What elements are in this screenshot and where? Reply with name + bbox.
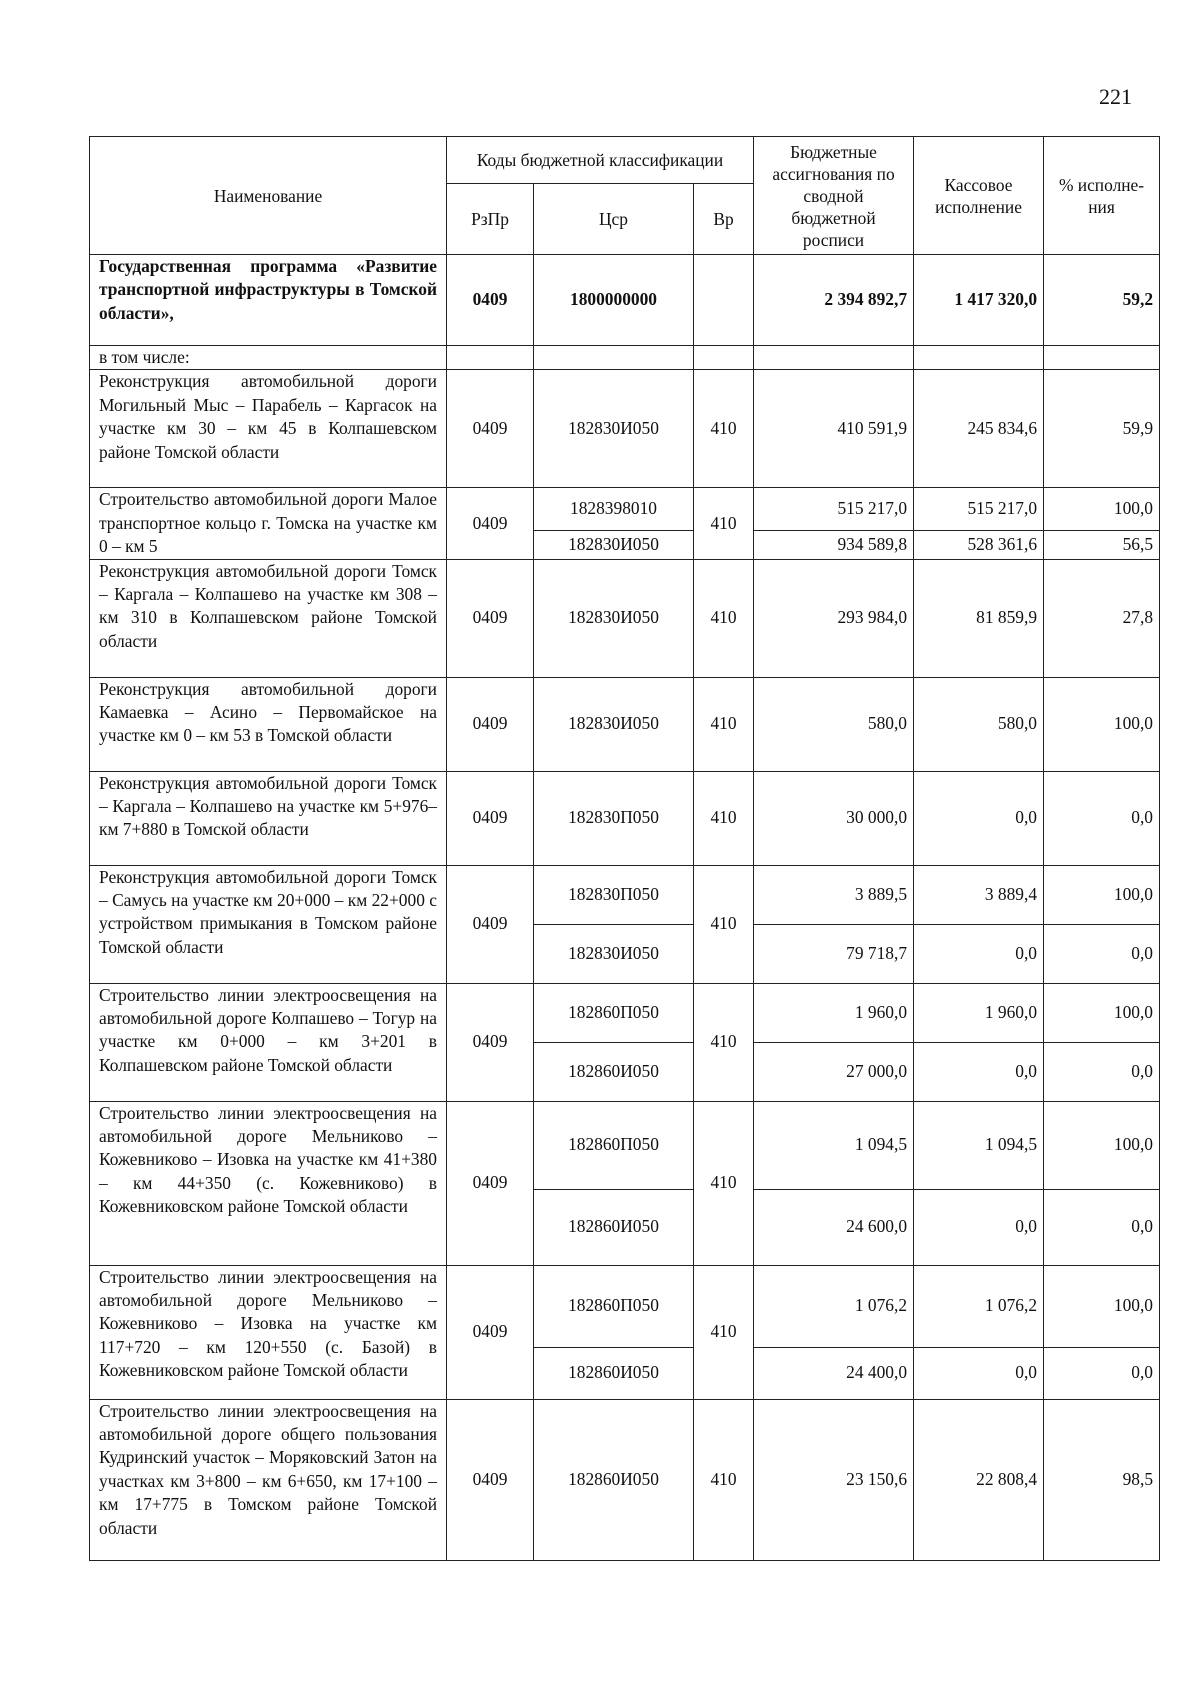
- item-rzpr: 0409: [447, 983, 534, 1101]
- item-name: Реконструкция автомобильной дороги Могильный Мыс – Парабель – Каргасок на участке км 30 – км 45 в Колпашевском районе Томской области: [90, 370, 447, 488]
- item-rzpr: 0409: [447, 1399, 534, 1560]
- program-budget: 2 394 892,7: [754, 255, 914, 346]
- item-budget: 3 889,5: [754, 865, 914, 924]
- item-budget: 23 150,6: [754, 1399, 914, 1560]
- item-csr: 182860И050: [534, 1189, 694, 1265]
- item-name: Реконструкция автомобильной дороги Камаевка – Асино – Первомайское на участке км 0 – км 53 в Томской области: [90, 677, 447, 771]
- item-percent: 100,0: [1044, 983, 1160, 1042]
- item-vr: 410: [694, 1399, 754, 1560]
- item-name: Строительство линии электроосвещения на автомобильной дороге Колпашево – Тогур на участке км 0+000 – км 3+201 в Колпашевском районе Томской области: [90, 983, 447, 1101]
- item-percent: 100,0: [1044, 1101, 1160, 1189]
- item-vr: 410: [694, 559, 754, 677]
- item-percent: 0,0: [1044, 1189, 1160, 1265]
- item-budget: 515 217,0: [754, 488, 914, 531]
- item-percent: 100,0: [1044, 677, 1160, 771]
- table-row: [90, 370, 1160, 488]
- program-percent: 59,2: [1044, 255, 1160, 346]
- item-percent: 27,8: [1044, 559, 1160, 677]
- item-cash: 528 361,6: [914, 530, 1044, 559]
- item-csr: 182830И050: [534, 677, 694, 771]
- program-rzpr: 0409: [447, 255, 534, 346]
- item-budget: 30 000,0: [754, 771, 914, 865]
- item-percent: 0,0: [1044, 1347, 1160, 1399]
- item-cash: 1 960,0: [914, 983, 1044, 1042]
- item-vr: 410: [694, 488, 754, 559]
- item-budget: 24 600,0: [754, 1189, 914, 1265]
- item-vr: 410: [694, 865, 754, 983]
- item-cash: 0,0: [914, 1042, 1044, 1101]
- program-cash: 1 417 320,0: [914, 255, 1044, 346]
- header-rzpr: РзПр: [447, 184, 534, 255]
- item-percent: 0,0: [1044, 1042, 1160, 1101]
- header-name: Наименование: [90, 137, 447, 255]
- item-name: Строительство линии электроосвещения на автомобильной дороге Мельниково – Кожевниково – Изовка на участке км 41+380 – км 44+350 (с. Кожевниково) в Кожевниковском районе Томской области: [90, 1101, 447, 1265]
- item-csr: 182830И050: [534, 924, 694, 983]
- table-row: [90, 865, 1160, 924]
- in-that-number-label: в том числе:: [90, 346, 447, 370]
- header-cash: Кассовое исполнение: [914, 137, 1044, 255]
- header-row: [90, 137, 1160, 184]
- header-vr: Вр: [694, 184, 754, 255]
- item-percent: 0,0: [1044, 771, 1160, 865]
- program-name: Государственная программа «Развитие транспортной инфраструктуры в Томской области»,: [90, 255, 447, 346]
- item-rzpr: 0409: [447, 370, 534, 488]
- item-csr: 182830П050: [534, 771, 694, 865]
- item-csr: 182830И050: [534, 559, 694, 677]
- item-budget: 934 589,8: [754, 530, 914, 559]
- table-row: [90, 1101, 1160, 1189]
- header-percent: % исполне-ния: [1044, 137, 1160, 255]
- item-vr: 410: [694, 771, 754, 865]
- budget-table: [89, 136, 1160, 1561]
- item-cash: 0,0: [914, 1347, 1044, 1399]
- item-budget: 1 094,5: [754, 1101, 914, 1189]
- item-vr: 410: [694, 1265, 754, 1399]
- item-csr: 182860П050: [534, 1265, 694, 1347]
- item-cash: 0,0: [914, 771, 1044, 865]
- item-name: Строительство автомобильной дороги Малое транспортное кольцо г. Томска на участке км 0 – км 5: [90, 488, 447, 559]
- table-row: [90, 771, 1160, 865]
- program-row: [90, 255, 1160, 346]
- item-budget: 1 076,2: [754, 1265, 914, 1347]
- item-csr: 182830И050: [534, 530, 694, 559]
- item-cash: 1 076,2: [914, 1265, 1044, 1347]
- item-csr: 182860И050: [534, 1042, 694, 1101]
- item-percent: 100,0: [1044, 1265, 1160, 1347]
- table-row: [90, 983, 1160, 1042]
- table-row: [90, 1265, 1160, 1347]
- table-row: [90, 677, 1160, 771]
- header-budget: Бюджетные ассигнования по сводной бюджетной росписи: [754, 137, 914, 255]
- item-budget: 293 984,0: [754, 559, 914, 677]
- item-percent: 100,0: [1044, 488, 1160, 531]
- item-budget: 27 000,0: [754, 1042, 914, 1101]
- item-budget: 410 591,9: [754, 370, 914, 488]
- table-row: [90, 488, 1160, 531]
- item-cash: 81 859,9: [914, 559, 1044, 677]
- item-cash: 515 217,0: [914, 488, 1044, 531]
- item-cash: 245 834,6: [914, 370, 1044, 488]
- item-cash: 3 889,4: [914, 865, 1044, 924]
- in-that-number-row: [90, 346, 1160, 370]
- header-codes: Коды бюджетной классификации: [447, 137, 754, 184]
- item-budget: 1 960,0: [754, 983, 914, 1042]
- table-row: [90, 559, 1160, 677]
- item-rzpr: 0409: [447, 488, 534, 559]
- item-cash: 0,0: [914, 1189, 1044, 1265]
- item-percent: 56,5: [1044, 530, 1160, 559]
- header-csr: Цср: [534, 184, 694, 255]
- item-percent: 0,0: [1044, 924, 1160, 983]
- item-cash: 0,0: [914, 924, 1044, 983]
- item-percent: 100,0: [1044, 865, 1160, 924]
- item-csr: 182860П050: [534, 1101, 694, 1189]
- item-budget: 24 400,0: [754, 1347, 914, 1399]
- item-name: Реконструкция автомобильной дороги Томск – Самусь на участке км 20+000 – км 22+000 с устройством примыкания в Томском районе Томской области: [90, 865, 447, 983]
- item-csr: 182830И050: [534, 370, 694, 488]
- item-name: Строительство линии электроосвещения на автомобильной дороге общего пользования Кудринский участок – Моряковский Затон на участках км 3+800 – км 6+650, км 17+100 – км 17+775 в Томском районе Томской области: [90, 1399, 447, 1560]
- item-rzpr: 0409: [447, 677, 534, 771]
- item-vr: 410: [694, 983, 754, 1101]
- item-vr: 410: [694, 677, 754, 771]
- item-csr: 182860П050: [534, 983, 694, 1042]
- item-percent: 59,9: [1044, 370, 1160, 488]
- item-rzpr: 0409: [447, 1101, 534, 1265]
- page-number: 221: [1099, 84, 1132, 109]
- item-vr: 410: [694, 1101, 754, 1265]
- item-percent: 98,5: [1044, 1399, 1160, 1560]
- item-csr: 1828398010: [534, 488, 694, 531]
- program-csr: 1800000000: [534, 255, 694, 346]
- table-row: [90, 1399, 1160, 1560]
- item-csr: 182860И050: [534, 1399, 694, 1560]
- item-rzpr: 0409: [447, 1265, 534, 1399]
- item-name: Реконструкция автомобильной дороги Томск – Каргала – Колпашево на участке км 5+976–км 7+880 в Томской области: [90, 771, 447, 865]
- item-cash: 22 808,4: [914, 1399, 1044, 1560]
- item-name: Строительство линии электроосвещения на автомобильной дороге Мельниково – Кожевниково – Изовка на участке км 117+720 – км 120+550 (с. Базой) в Кожевниковском районе Томской области: [90, 1265, 447, 1399]
- item-csr: 182830П050: [534, 865, 694, 924]
- item-budget: 580,0: [754, 677, 914, 771]
- item-rzpr: 0409: [447, 865, 534, 983]
- item-budget: 79 718,7: [754, 924, 914, 983]
- item-cash: 580,0: [914, 677, 1044, 771]
- program-vr: [694, 255, 754, 346]
- item-rzpr: 0409: [447, 771, 534, 865]
- item-name: Реконструкция автомобильной дороги Томск – Каргала – Колпашево на участке км 308 – км 310 в Колпашевском районе Томской области: [90, 559, 447, 677]
- item-csr: 182860И050: [534, 1347, 694, 1399]
- item-vr: 410: [694, 370, 754, 488]
- item-rzpr: 0409: [447, 559, 534, 677]
- item-cash: 1 094,5: [914, 1101, 1044, 1189]
